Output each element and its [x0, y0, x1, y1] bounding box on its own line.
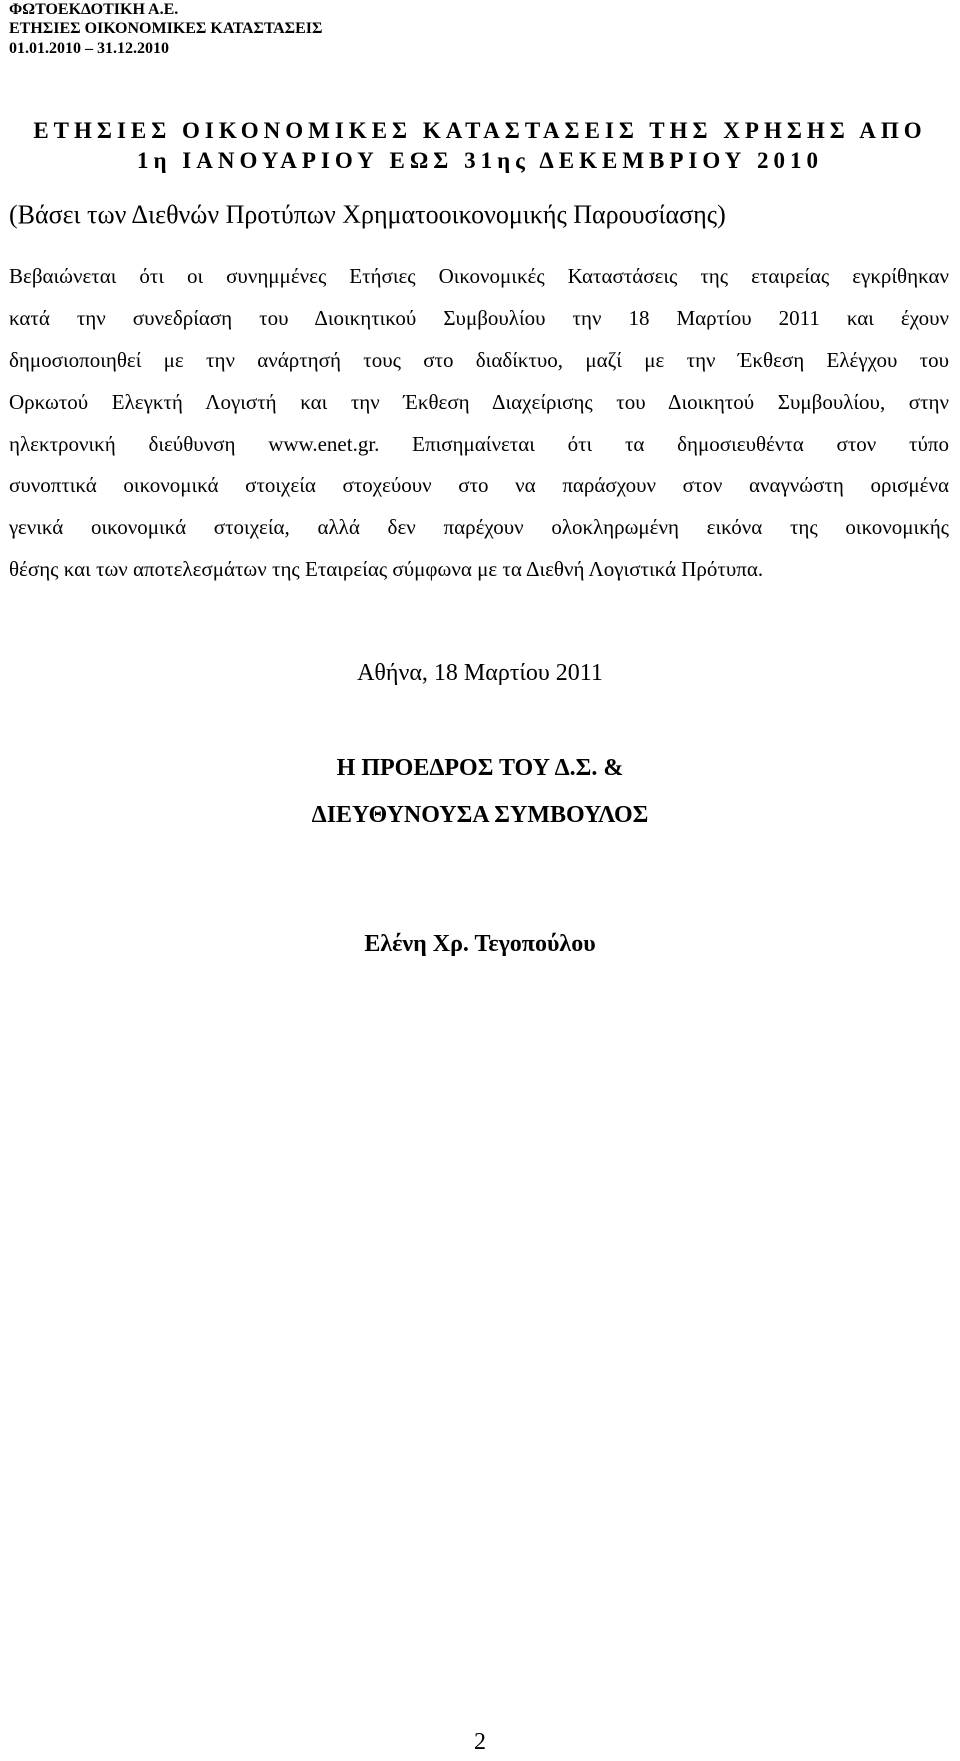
page-number: 2 — [474, 1729, 486, 1755]
paragraph-line: γενικά οικονομικά στοιχεία, αλλά δεν παρέχουν ολοκληρωμένη εικόνα της οικονομικής — [9, 515, 949, 540]
title-line-2: 1η ΙΑΝΟΥΑΡΙΟΥ ΕΩΣ 31ης ΔΕΚΕΜΒΡΙΟΥ 2010 — [136, 148, 824, 173]
signatory-role-line-1: Η ΠΡΟΕΔΡΟΣ ΤΟΥ Δ.Σ. & — [336, 755, 624, 781]
place-date: Αθήνα, 18 Μαρτίου 2011 — [357, 660, 603, 686]
document-subtitle: (Βάσει των Διεθνών Προτύπων Χρηματοοικονομικής Παρουσίασης) — [9, 200, 726, 229]
header-company: ΦΩΤΟΕΚΔΟΤΙΚΗ Α.Ε. — [9, 1, 179, 18]
header-doc-type: ΕΤΗΣΙΕΣ ΟΙΚΟΝΟΜΙΚΕΣ ΚΑΤΑΣΤΑΣΕΙΣ — [9, 20, 323, 37]
paragraph-line: Ορκωτού Ελεγκτή Λογιστή και την Έκθεση Διαχείρισης του Διοικητού Συμβουλίου, στην — [9, 389, 949, 414]
paragraph-line: συνοπτικά οικονομικά στοιχεία στοχεύουν στο να παράσχουν στον αναγνώστη ορισμένα — [9, 473, 949, 498]
paragraph-line: δημοσιοποιηθεί με την ανάρτησή τους στο διαδίκτυο, μαζί με την Έκθεση Ελέγχου του — [9, 347, 949, 372]
certification-paragraph — [9, 256, 949, 591]
paragraph-line: ηλεκτρονική διεύθυνση www.enet.gr. Επισημαίνεται ότι τα δημοσιευθέντα στον τύπο — [9, 431, 949, 456]
paragraph-line: κατά την συνεδρίαση του Διοικητικού Συμβουλίου την 18 Μαρτίου 2011 και έχουν — [9, 305, 949, 330]
signatory-name: Ελένη Χρ. Τεγοπούλου — [364, 931, 596, 957]
signatory-role-line-2: ΔΙΕΥΘΥΝΟΥΣΑ ΣΥΜΒΟΥΛΟΣ — [311, 802, 649, 828]
paragraph-line: θέσης και των αποτελεσμάτων της Εταιρείας σύμφωνα με τα Διεθνή Λογιστικά Πρότυπα. — [9, 557, 764, 582]
document-title — [9, 116, 951, 176]
header-period: 01.01.2010 – 31.12.2010 — [9, 40, 169, 57]
title-line-1: ΕΤΗΣΙΕΣ ΟΙΚΟΝΟΜΙΚΕΣ ΚΑΤΑΣΤΑΣΕΙΣ ΤΗΣ ΧΡΗΣΗΣ ΑΠΟ — [33, 118, 927, 143]
paragraph-line: Βεβαιώνεται ότι οι συνημμένες Ετήσιες Οικονομικές Καταστάσεις της εταιρείας εγκρίθηκαν — [9, 264, 949, 288]
